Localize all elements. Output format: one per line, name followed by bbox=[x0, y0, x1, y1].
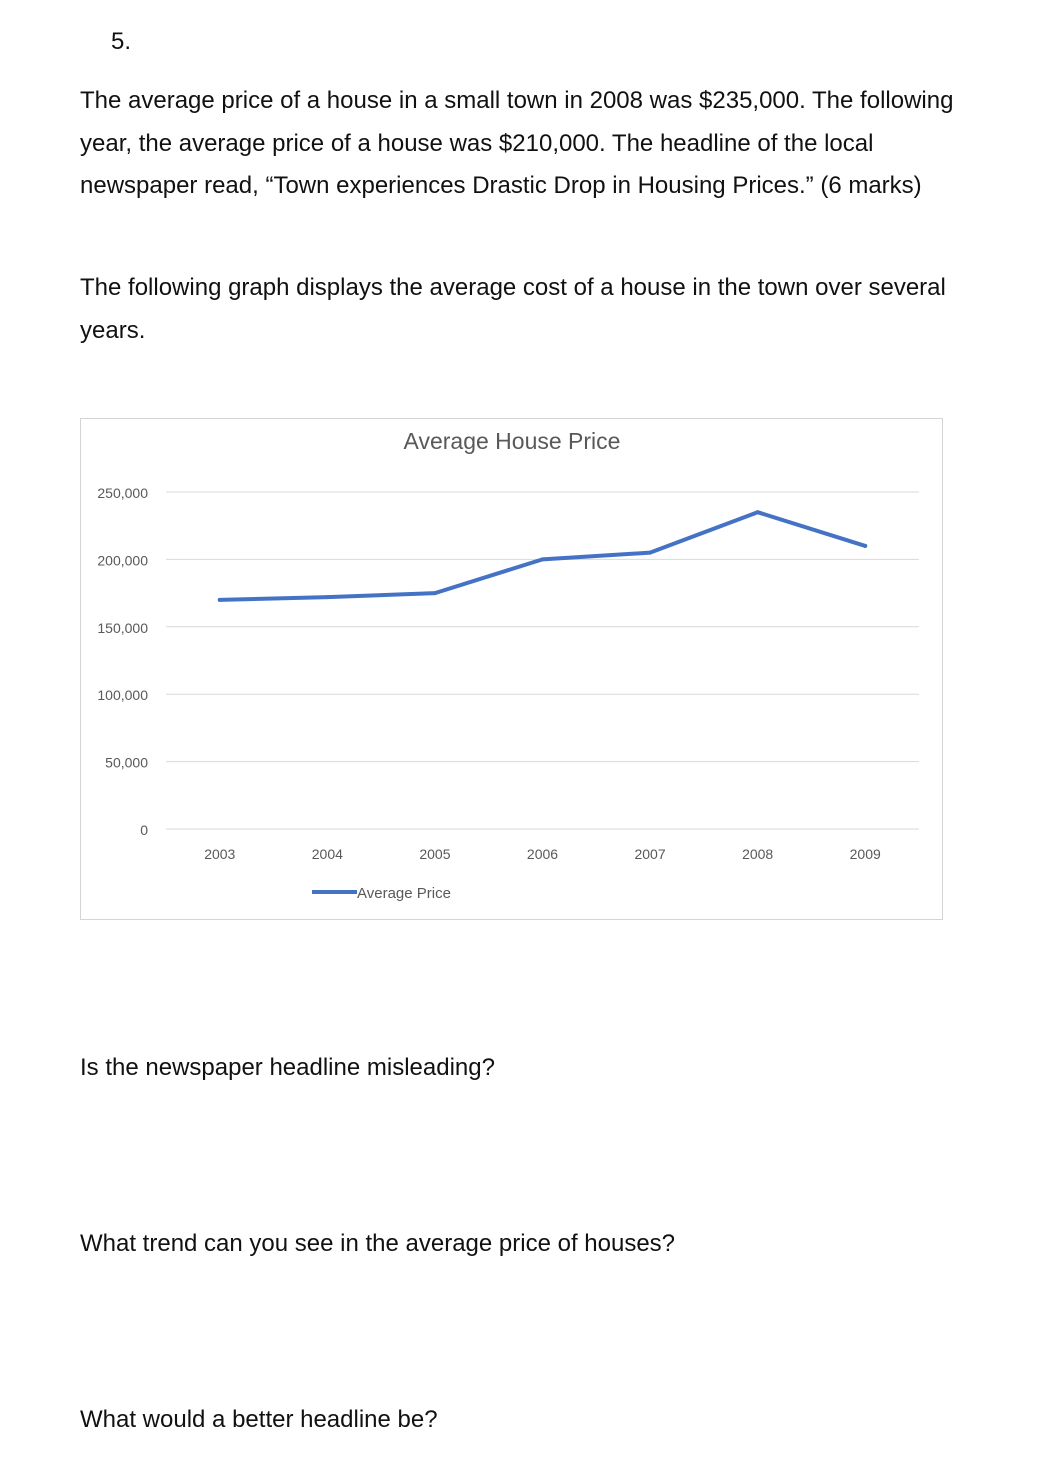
series-line-average-price bbox=[220, 512, 865, 600]
x-tick-label: 2009 bbox=[849, 846, 881, 862]
chart-legend bbox=[312, 885, 451, 902]
chart-title: Average House Price bbox=[403, 428, 621, 454]
y-axis-ticks bbox=[97, 485, 148, 838]
data-point-2005 bbox=[433, 591, 437, 595]
y-tick-label: 250,000 bbox=[97, 485, 148, 501]
x-tick-label: 2004 bbox=[311, 846, 343, 862]
question-price-trend: What trend can you see in the average price of houses? bbox=[80, 1230, 676, 1257]
x-tick-label: 2006 bbox=[526, 846, 559, 862]
x-tick-label: 2007 bbox=[634, 846, 666, 862]
data-point-2006 bbox=[541, 557, 545, 561]
chart-container bbox=[80, 418, 943, 920]
x-tick-label: 2003 bbox=[204, 846, 236, 862]
x-axis-ticks bbox=[204, 846, 881, 862]
y-tick-label: 50,000 bbox=[105, 754, 148, 771]
question-number: 5. bbox=[111, 28, 132, 55]
question-headline-misleading: Is the newspaper headline misleading? bbox=[80, 1054, 495, 1081]
question-better-headline: What would a better headline be? bbox=[80, 1406, 438, 1433]
data-point-2007 bbox=[648, 551, 652, 555]
x-tick-label: 2005 bbox=[419, 846, 451, 862]
y-tick-label: 200,000 bbox=[97, 552, 148, 569]
graph-intro-paragraph: The following graph displays the average cost of a house in the town over several years. bbox=[80, 274, 946, 344]
series-layer bbox=[218, 510, 867, 602]
legend-label: Average Price bbox=[357, 885, 451, 902]
data-point-2003 bbox=[218, 598, 222, 602]
gridlines bbox=[166, 492, 919, 829]
intro-paragraph: The average price of a house in a small town in 2008 was $235,000. The following year, the average price of a house was $210,000. The headline of the local newspaper read, “Town experiences Drastic Drop in Housing Prices.” (6 marks) bbox=[80, 87, 954, 199]
x-tick-label: 2008 bbox=[742, 846, 774, 862]
y-tick-label: 100,000 bbox=[97, 687, 148, 704]
line-chart bbox=[81, 419, 944, 921]
data-point-2004 bbox=[325, 595, 329, 599]
data-point-2008 bbox=[756, 510, 760, 514]
data-point-2009 bbox=[863, 544, 867, 548]
y-tick-label: 150,000 bbox=[97, 619, 148, 636]
y-tick-label: 0 bbox=[140, 822, 148, 838]
